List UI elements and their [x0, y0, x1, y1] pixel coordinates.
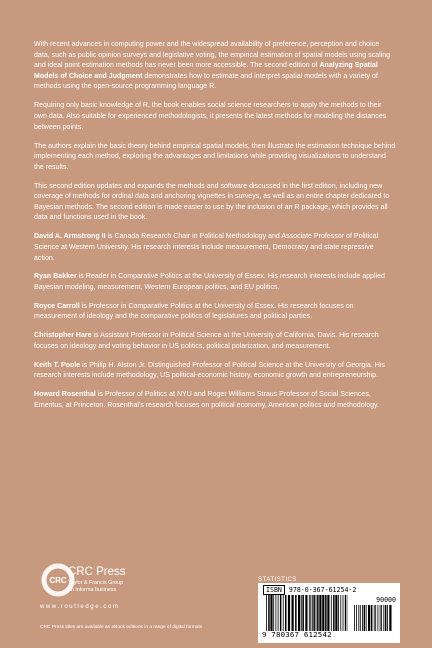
- author-name: Royce Carroll: [34, 302, 80, 310]
- logo-text: CRC: [49, 576, 67, 585]
- barcode-bar: [309, 595, 310, 631]
- barcode-bar: [374, 605, 375, 631]
- author-bio-text: is Philip H. Alston Jr. Distinguished Professor of Political Science at the University of Georgia. His research interests include methodology, US political-economic history, economic growth and entrepreneurship.: [34, 361, 385, 380]
- barcode-bar: [358, 605, 359, 631]
- barcode-bar: [340, 595, 341, 631]
- barcode-bar: [381, 605, 382, 631]
- barcode-bar: [317, 595, 319, 631]
- author-bio-text: is Reader in Comparative Politics at the University of Essex. His research interests include applied Bayesian modeling, measurement, Western European politics, and EU politics.: [34, 273, 385, 292]
- barcode-bar: [266, 595, 267, 631]
- barcode-bar: [383, 605, 384, 631]
- barcode-bar: [325, 595, 327, 631]
- barcode-bar: [380, 605, 381, 631]
- barcode-bar: [362, 605, 363, 631]
- barcode-bar: [378, 605, 379, 631]
- publisher-subtitle: [68, 580, 123, 594]
- book-title: Analyzing Spatial Models of Choice and Judgment: [34, 62, 378, 80]
- barcode-bar: [310, 595, 311, 631]
- barcode-addon-bars: [354, 605, 392, 631]
- barcode-bar: [327, 595, 329, 631]
- barcode-bar: [387, 605, 388, 631]
- barcode-bar: [276, 595, 277, 631]
- blurb-text: demonstrates how to estimate and interpret spatial models with a variety of methods using the open-source programming language R.: [34, 72, 378, 91]
- barcode-bar: [368, 605, 370, 631]
- ebook-note: CRC Press titles are available as eBook editions in a range of digital formats: [40, 625, 203, 630]
- barcode-bar: [302, 595, 304, 631]
- barcode-bar: [375, 605, 376, 631]
- blurb-text: With recent advances in computing power and the widespread availability of preference, perception and choice data, such as public opinion surveys and legislative voting, the empirical estimation of spatial models using scaling and ideal point estimation methods has never been more accessible. The second edition of: [34, 41, 391, 70]
- barcode-bar: [345, 595, 347, 631]
- author-bio-text: is Assistant Professor in Political Science at the University of California, Davis. His research focuses on ideology and voting behavior in US politics, political polarization, and measurement.: [34, 332, 379, 350]
- barcode-bar: [268, 595, 270, 631]
- author-bio: [34, 390, 396, 411]
- barcode-bar: [288, 595, 290, 631]
- barcode-bar: [301, 595, 302, 631]
- barcode-bar: [298, 595, 300, 631]
- barcode-bar: [335, 595, 337, 631]
- barcode-bar: [322, 595, 324, 631]
- isbn-label: ISBN: [263, 585, 285, 595]
- barcode-bar: [278, 595, 279, 631]
- barcode: [258, 583, 400, 643]
- category-label: STATISTICS: [258, 576, 297, 583]
- barcode-bar: [366, 605, 367, 631]
- barcode-bar: [331, 595, 332, 631]
- barcode-bar: [280, 595, 282, 631]
- blurb-paragraph-3: The authors explain the basic theory behind empirical spatial models, then illustrate the estimation technique behind implementing each method, exploring the advantages and limitations while providing visualizations to understand the results.: [34, 142, 396, 171]
- barcode-bar: [273, 595, 274, 631]
- barcode-bar: [270, 595, 272, 631]
- author-name: Ryan Bakker: [34, 273, 77, 281]
- barcode-bar: [305, 595, 307, 631]
- author-bio: [34, 302, 396, 323]
- barcode-bar: [356, 605, 357, 631]
- price-code: 90000: [376, 596, 396, 604]
- blurb-paragraph-2: Requiring only basic knowledge of R, the book enables social science researchers to apply the methods to their own data. Also suitable for experienced methodologists, it presents the latest methods for modeling the distances between points.: [34, 102, 387, 131]
- author-bio-text: is Professor of Politics at NYU and Roger Williams Straus Professor of Social Sciences, Emeritus, at Princeton. Rosenthal's research focuses on political economy, American politics and methodology.: [34, 390, 379, 409]
- author-name: Christopher Hare: [34, 332, 92, 340]
- author-bio: [34, 331, 396, 352]
- barcode-bar: [319, 595, 321, 631]
- barcode-bar: [285, 595, 287, 631]
- blurb-paragraph-4: This second edition updates and expands the methods and software discussed in the first edition, including new coverage of methods for ordinal data and anchoring vignettes in surveys, as well as an entire chapter dedicated to Bayesian methods. The second edition is made easier to use by the inclusion of an R package, which provides all data and functions used in the book.: [34, 182, 390, 222]
- author-name: Howard Rosenthal: [34, 390, 96, 398]
- barcode-bar: [343, 595, 344, 631]
- author-bio: [34, 232, 396, 264]
- author-name: David A. Armstrong II: [34, 233, 106, 241]
- barcode-bar: [295, 595, 297, 631]
- publisher-line-1: Taylor & Francis Group: [68, 580, 124, 586]
- publisher-url[interactable]: www.routledge.com: [40, 604, 120, 610]
- barcode-bar: [292, 595, 294, 631]
- author-bio: [34, 272, 396, 293]
- barcode-bar: [283, 595, 284, 631]
- author-bio-text: is Professor in Comparative Politics at the University of Essex. His research focuses on measurement of ideology and the comparative politics of legislatures and political parties.: [34, 302, 354, 321]
- barcode-bar: [360, 605, 361, 631]
- author-name: Keith T. Poole: [34, 361, 81, 369]
- barcode-bar: [316, 595, 317, 631]
- barcode-bar: [354, 605, 355, 631]
- barcode-bar: [312, 595, 313, 631]
- author-bio: [34, 361, 396, 382]
- publisher-name: CRC Press: [68, 566, 126, 578]
- blurb-paragraph-1: [34, 40, 396, 93]
- barcode-bar: [385, 605, 387, 631]
- barcode-digits: 9 780367 612542: [262, 630, 332, 639]
- barcode-bar: [313, 595, 315, 631]
- barcode-bar: [333, 595, 335, 631]
- barcode-bar: [364, 605, 366, 631]
- barcode-bar: [389, 605, 391, 631]
- isbn-number: 978-0-367-61254-2: [288, 586, 357, 594]
- publisher-line-2: an informa business: [68, 586, 117, 593]
- barcode-bar: [371, 605, 373, 631]
- back-cover-text: [34, 40, 396, 419]
- barcode-bar: [338, 595, 339, 631]
- author-bio-text: is Canada Research Chair in Political Methodology and Associate Professor of Political Science at Western University. His research interests include measurement, Democracy and state repressive action.: [34, 233, 379, 262]
- barcode-bars: [266, 595, 348, 631]
